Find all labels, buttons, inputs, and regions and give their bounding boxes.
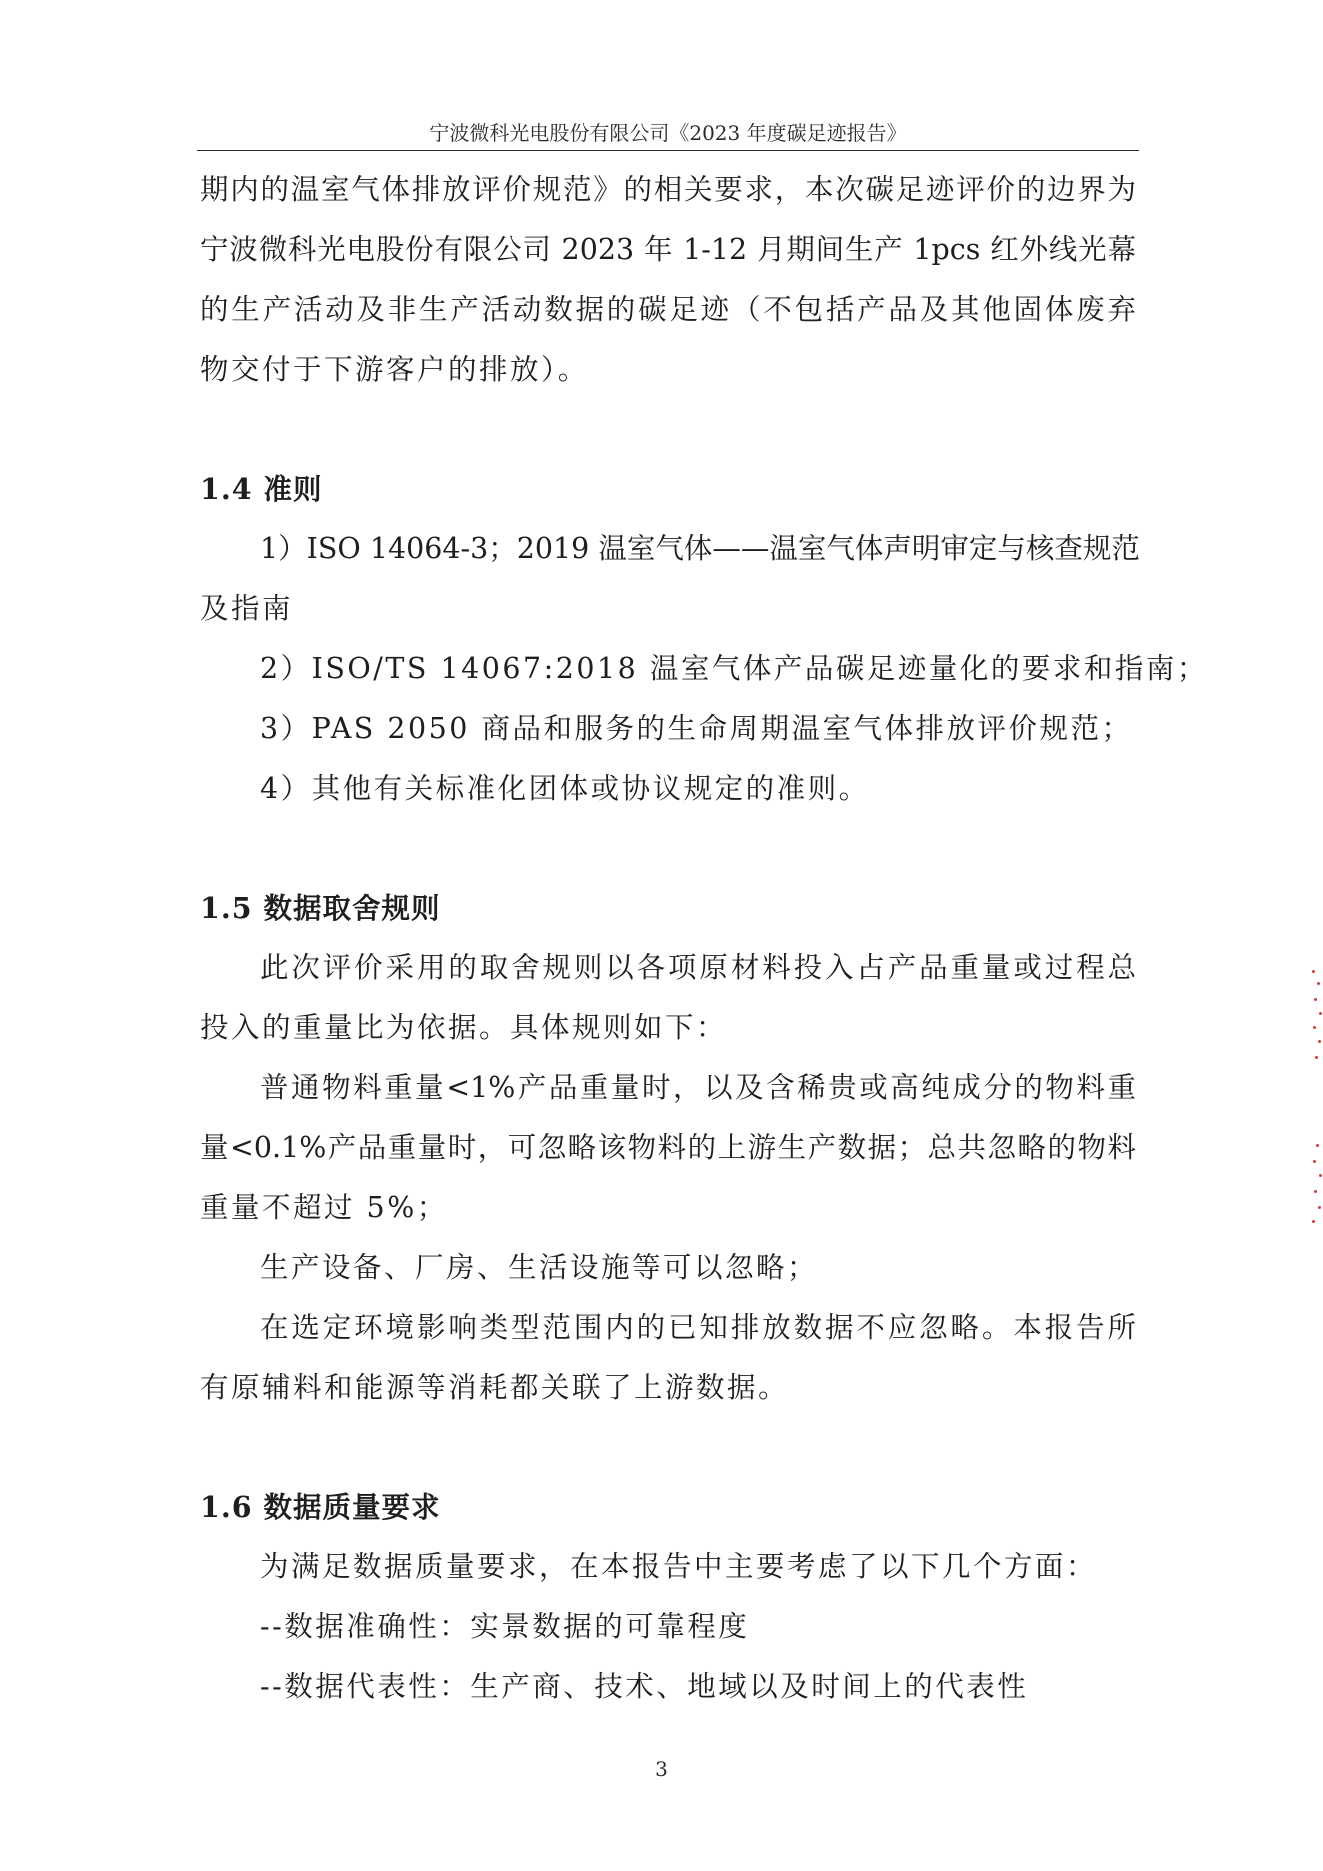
paragraph-line: 期内的温室气体排放评价规范》的相关要求，本次碳足迹评价的边界为 xyxy=(200,173,1136,206)
seal-edge-mark xyxy=(1308,1140,1323,1230)
list-item: 4）其他有关标准化团体或协议规定的准则。 xyxy=(260,772,870,805)
section-heading: 1.6 数据质量要求 xyxy=(200,1490,441,1524)
paragraph-line: 有原辅料和能源等消耗都关联了上游数据。 xyxy=(200,1371,790,1404)
paragraph-line: 宁波微科光电股份有限公司 2023 年 1-12 月期间生产 1pcs 红外线光幕 xyxy=(200,233,1136,266)
paragraph-line: 投入的重量比为依据。具体规则如下： xyxy=(200,1011,728,1044)
seal-edge-mark xyxy=(1308,968,1323,1068)
list-item: 3）PAS 2050 商品和服务的生命周期温室气体排放评价规范； xyxy=(260,712,1133,745)
list-item: 1）ISO 14064-3；2019 温室气体——温室气体声明审定与核查规范 xyxy=(260,532,1140,565)
paragraph-line: 在选定环境影响类型范围内的已知排放数据不应忽略。本报告所 xyxy=(260,1311,1136,1344)
header-divider xyxy=(197,150,1139,151)
list-item: --数据代表性：生产商、技术、地域以及时间上的代表性 xyxy=(260,1670,1029,1703)
list-item: 2）ISO/TS 14067:2018 温室气体产品碳足迹量化的要求和指南； xyxy=(260,652,1208,685)
paragraph-line: 生产设备、厂房、生活设施等可以忽略； xyxy=(260,1251,819,1284)
paragraph-line: 量<0.1%产品重量时，可忽略该物料的上游生产数据；总共忽略的物料 xyxy=(200,1131,1136,1164)
paragraph-line: 普通物料重量<1%产品重量时，以及含稀贵或高纯成分的物料重 xyxy=(260,1071,1136,1104)
paragraph-line: 的生产活动及非生产活动数据的碳足迹（不包括产品及其他固体废弃 xyxy=(200,293,1136,326)
section-heading: 1.4 准则 xyxy=(200,472,323,506)
list-item: --数据准确性：实景数据的可靠程度 xyxy=(260,1610,750,1643)
list-item-continuation: 及指南 xyxy=(200,592,294,625)
paragraph-line: 为满足数据质量要求，在本报告中主要考虑了以下几个方面： xyxy=(260,1550,1098,1583)
paragraph-line: 此次评价采用的取舍规则以各项原材料投入占产品重量或过程总 xyxy=(260,951,1136,984)
paragraph-line: 物交付于下游客户的排放）。 xyxy=(200,353,589,386)
paragraph-line: 重量不超过 5%； xyxy=(200,1191,448,1224)
running-header: 宁波微科光电股份有限公司《2023 年度碳足迹报告》 xyxy=(429,121,907,145)
page-number: 3 xyxy=(655,1757,668,1781)
section-heading: 1.5 数据取舍规则 xyxy=(200,891,441,925)
